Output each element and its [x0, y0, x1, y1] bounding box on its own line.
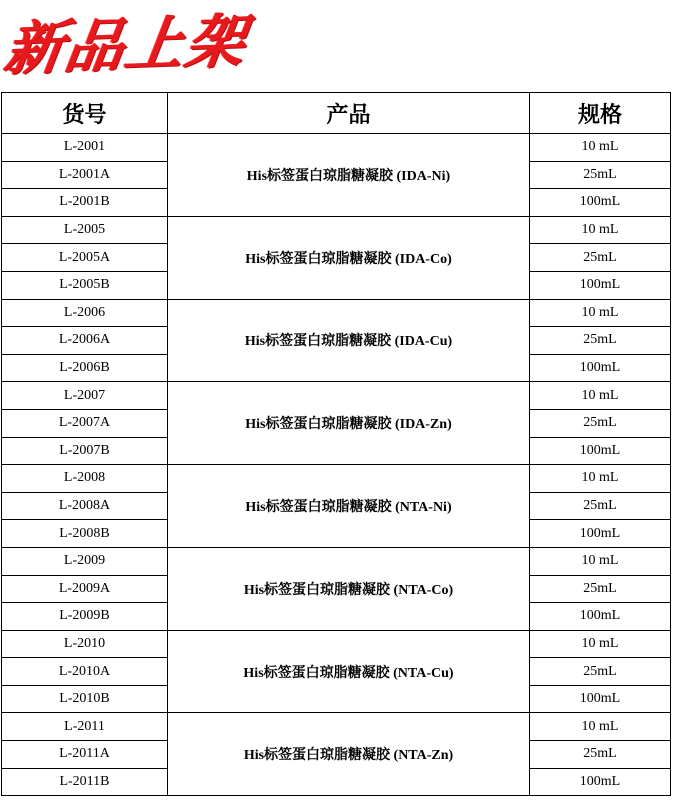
product-code: L-2009 — [2, 547, 168, 575]
table-header — [2, 93, 671, 134]
product-spec: 25mL — [530, 741, 671, 769]
product-code: L-2011B — [2, 768, 168, 796]
product-name: His标签蛋白琼脂糖凝胶 (NTA-Cu) — [168, 630, 530, 713]
product-spec: 25mL — [530, 244, 671, 272]
product-spec: 25mL — [530, 327, 671, 355]
product-spec: 10 mL — [530, 134, 671, 162]
product-spec: 100mL — [530, 685, 671, 713]
product-spec: 100mL — [530, 603, 671, 631]
product-code: L-2006 — [2, 299, 168, 327]
table-body — [2, 134, 671, 796]
product-code: L-2005A — [2, 244, 168, 272]
product-spec: 100mL — [530, 520, 671, 548]
product-name: His标签蛋白琼脂糖凝胶 (NTA-Zn) — [168, 713, 530, 796]
product-spec: 100mL — [530, 354, 671, 382]
product-code: L-2008 — [2, 465, 168, 493]
product-spec: 10 mL — [530, 713, 671, 741]
product-spec: 10 mL — [530, 382, 671, 410]
product-spec: 25mL — [530, 409, 671, 437]
product-code: L-2005B — [2, 271, 168, 299]
product-spec: 10 mL — [530, 630, 671, 658]
product-code: L-2005 — [2, 216, 168, 244]
product-code: L-2006A — [2, 327, 168, 355]
table-row — [2, 134, 671, 162]
product-name: His标签蛋白琼脂糖凝胶 (IDA-Co) — [168, 216, 530, 299]
product-code: L-2009A — [2, 575, 168, 603]
table-row — [2, 216, 671, 244]
product-code: L-2011 — [2, 713, 168, 741]
product-name: His标签蛋白琼脂糖凝胶 (IDA-Ni) — [168, 134, 530, 217]
table-row — [2, 630, 671, 658]
product-code: L-2001B — [2, 189, 168, 217]
product-code: L-2007 — [2, 382, 168, 410]
product-code: L-2001 — [2, 134, 168, 162]
table-row — [2, 299, 671, 327]
product-code: L-2008B — [2, 520, 168, 548]
product-code: L-2007A — [2, 409, 168, 437]
product-name: His标签蛋白琼脂糖凝胶 (NTA-Ni) — [168, 465, 530, 548]
product-spec: 10 mL — [530, 465, 671, 493]
product-spec: 100mL — [530, 271, 671, 299]
product-spec: 25mL — [530, 492, 671, 520]
product-spec: 10 mL — [530, 299, 671, 327]
table-row — [2, 713, 671, 741]
product-spec: 100mL — [530, 437, 671, 465]
product-table — [1, 92, 671, 796]
product-name: His标签蛋白琼脂糖凝胶 (IDA-Cu) — [168, 299, 530, 382]
product-code: L-2006B — [2, 354, 168, 382]
product-spec: 100mL — [530, 768, 671, 796]
product-code: L-2007B — [2, 437, 168, 465]
product-code: L-2001A — [2, 161, 168, 189]
header-spec: 规格 — [530, 93, 671, 134]
table-row — [2, 547, 671, 575]
product-spec: 10 mL — [530, 216, 671, 244]
product-spec: 10 mL — [530, 547, 671, 575]
banner-title: 新品上架 — [0, 6, 252, 84]
header-row — [2, 93, 671, 134]
product-spec: 100mL — [530, 189, 671, 217]
product-code: L-2011A — [2, 741, 168, 769]
product-code: L-2010A — [2, 658, 168, 686]
product-code: L-2008A — [2, 492, 168, 520]
header-product: 产品 — [168, 93, 530, 134]
product-spec: 25mL — [530, 575, 671, 603]
table-row — [2, 465, 671, 493]
product-spec: 25mL — [530, 161, 671, 189]
header-code: 货号 — [2, 93, 168, 134]
product-name: His标签蛋白琼脂糖凝胶 (NTA-Co) — [168, 547, 530, 630]
product-spec: 25mL — [530, 658, 671, 686]
product-code: L-2009B — [2, 603, 168, 631]
table-row — [2, 382, 671, 410]
product-name: His标签蛋白琼脂糖凝胶 (IDA-Zn) — [168, 382, 530, 465]
banner — [0, 4, 306, 86]
product-code: L-2010 — [2, 630, 168, 658]
product-code: L-2010B — [2, 685, 168, 713]
